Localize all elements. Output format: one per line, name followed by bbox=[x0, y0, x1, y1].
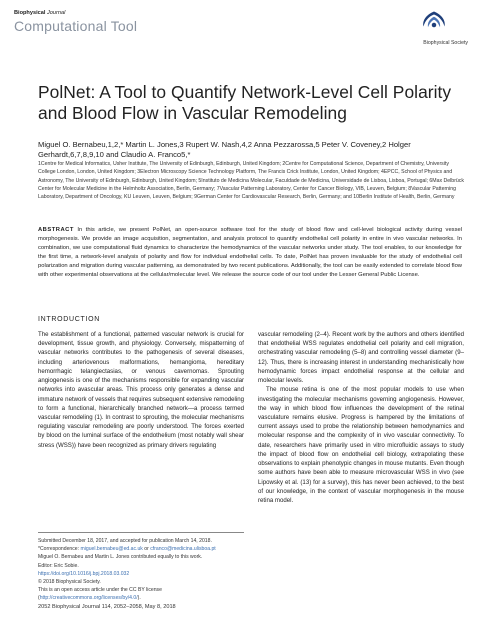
equal-contribution-note: Miguel O. Bernabeu and Martin L. Jones contributed equally to this work. bbox=[38, 554, 203, 561]
article-title: PolNet: A Tool to Quantify Network-Level Cell Polarity and Blood Flow in Vascular Remodeling bbox=[38, 82, 452, 123]
abstract-label: ABSTRACT bbox=[38, 227, 74, 233]
email-link[interactable]: miguel.bernabeu@ed.ac.uk bbox=[80, 546, 143, 553]
page-footer: 2052 Biophysical Journal 114, 2052–2058, May 8, 2018 bbox=[38, 604, 176, 610]
section-name: Computational Tool bbox=[14, 18, 138, 34]
author-list: Miguel O. Bernabeu,1,2,* Martin L. Jones,3 Rupert W. Nash,4,2 Anna Pezzarossa,5 Peter V. Coveney,2 Holger Gerhardt,6,7,8,9,10 and Claudio A. Franco5,* bbox=[38, 140, 411, 159]
editor-note: Editor: Eric Sobie. bbox=[38, 562, 79, 569]
society-logo-text: Biophysical Society bbox=[423, 40, 468, 46]
license-link[interactable]: http://creativecommons.org/licenses/by/4.0/ bbox=[39, 595, 138, 602]
intro-paragraph: vascular remodeling (2–4). Recent work by the authors and others identified that endothelial WSS regulates endothelial cell polarity and cell migration, orchestrating vascular remodeling (5–8) and controlling vessel diameter (9–12). Thus, there is increasing interest in understanding mechanistically how hemodynamic forces impact endothelial response at the cellular and molecular levels. bbox=[258, 331, 464, 385]
submission-note: Submitted December 18, 2017, and accepted for publication March 14, 2018. bbox=[38, 538, 212, 544]
intro-heading: INTRODUCTION bbox=[38, 316, 101, 323]
intro-column-left bbox=[38, 330, 244, 450]
footnote-divider bbox=[38, 532, 244, 533]
email-link[interactable]: cfranco@medicina.ulisboa.pt bbox=[150, 546, 216, 553]
doi-link[interactable]: https://doi.org/10.1016/j.bpj.2018.03.032 bbox=[38, 570, 130, 577]
copyright-note: © 2018 Biophysical Society. bbox=[38, 579, 101, 586]
biophysical-society-logo-icon bbox=[408, 10, 460, 40]
abstract bbox=[38, 226, 462, 281]
correspondence-note: *Correspondence: miguel.bernabeu@ed.ac.uk or cfranco@medicina.ulisboa.pt bbox=[38, 546, 216, 553]
intro-column-right bbox=[258, 330, 464, 505]
footnotes bbox=[38, 537, 244, 603]
journal-name: Biophysical Journal bbox=[14, 10, 66, 16]
abstract-text: In this article, we present PolNet, an open-source software tool for the study of blood flow and cell-level biological activity during vessel morphogenesis. We provide an image acquisition, segmentation, and analysis protocol to quantify endothelial cell polarity in entire in vivo vascular networks. In combination, we use computational fluid dynamics to characterize the hemodynamics of the vascular networks under study. The tool enables, to our knowledge for the first time, a network-level analysis of polarity and flow for individual endothelial cells. To date, PolNet has proven invaluable for the study of endothelial cell polarization and migration during vascular patterning, as demonstrated by two recent publications. Additionally, the tool can be easily extended to correlate blood flow with other experimental observations at the cellular/molecular level. We release the source code of our tool under the Lesser General Public License. bbox=[38, 227, 462, 279]
intro-paragraph: The establishment of a functional, patterned vascular network is crucial for development, tissue growth, and physiology. Conversely, mispatterning of vascular networks contributes to the pathogenesis of several diseases, including arteriovenous malformations, hemangioma, hereditary hemorrhagic telangiectasias, or venous cavernomas. Sprouting angiogenesis is one of the mechanisms responsible for expanding vascular networks into avascular areas. This process only generates a dense and immature network of vessels that requires subsequent extensive remodeling to form a functional, hierarchically branched network—a process termed vascular remodeling (1). In contrast to sprouting, the molecular mechanisms regulating vascular remodeling are poorly understood. The forces exerted by blood on the luminal surface of the endothelium (most notably wall shear stress (WSS)) have been recognized as primary drivers regulating bbox=[38, 331, 244, 449]
affiliations: 1Centre for Medical Informatics, Usher Institute, The University of Edinburgh, Edinburgh, United Kingdom; 2Centre for Computational Science, Department of Chemistry, University College London, London, United Kingdom; 3Electron Microscopy Science Technology Platform, The Francis Crick Institute, London, United Kingdom; 4EPCC, School of Physics and Astronomy, The University of Edinburgh, Edinburgh, United Kingdom; 5Instituto de Medicina Molecular, Faculdade de Medicina, Universidade de Lisboa, Lisboa, Portugal; 6Max Delbrück Center for Molecular Medicine in the Helmholtz Association, Berlin, Germany; 7Vascular Patterning Laboratory, Center for Cancer Biology, VIB, Leuven, Belgium; 8Vascular Patterning Laboratory, Department of Oncology, KU Leuven, Leuven, Belgium; 9German Center for Cardiovascular Research, Berlin, Germany; and 10Berlin Institute of Health, Berlin, Germany bbox=[38, 161, 464, 201]
intro-paragraph: The mouse retina is one of the most popular models to use when investigating the molecular mechanisms governing angiogenesis. However, the way in which blood flow influences the development of the retinal vasculature remains elusive. Progress is hampered by the limitations of current assays used to probe the relationship between hemodynamics and molecular response and the complexity of in vivo vascular connectivity. To date, researchers have primarily used in vitro microfluidic assays to study the impact of blood flow on endothelial cell biology, extrapolating these observations to explain phenotypic changes in mouse mutants. Even though some authors have been able to measure microvascular WSS in vivo (see Lipowsky et al. (13) for a survey), this has never been achieved, to the best of our knowledge, in the context of vascular morphogenesis in the mouse retina model. bbox=[258, 386, 464, 504]
license-note: This is an open access article under the CC BY license (http://creativecommons.org/licenses/by/4.0/). bbox=[38, 587, 162, 602]
